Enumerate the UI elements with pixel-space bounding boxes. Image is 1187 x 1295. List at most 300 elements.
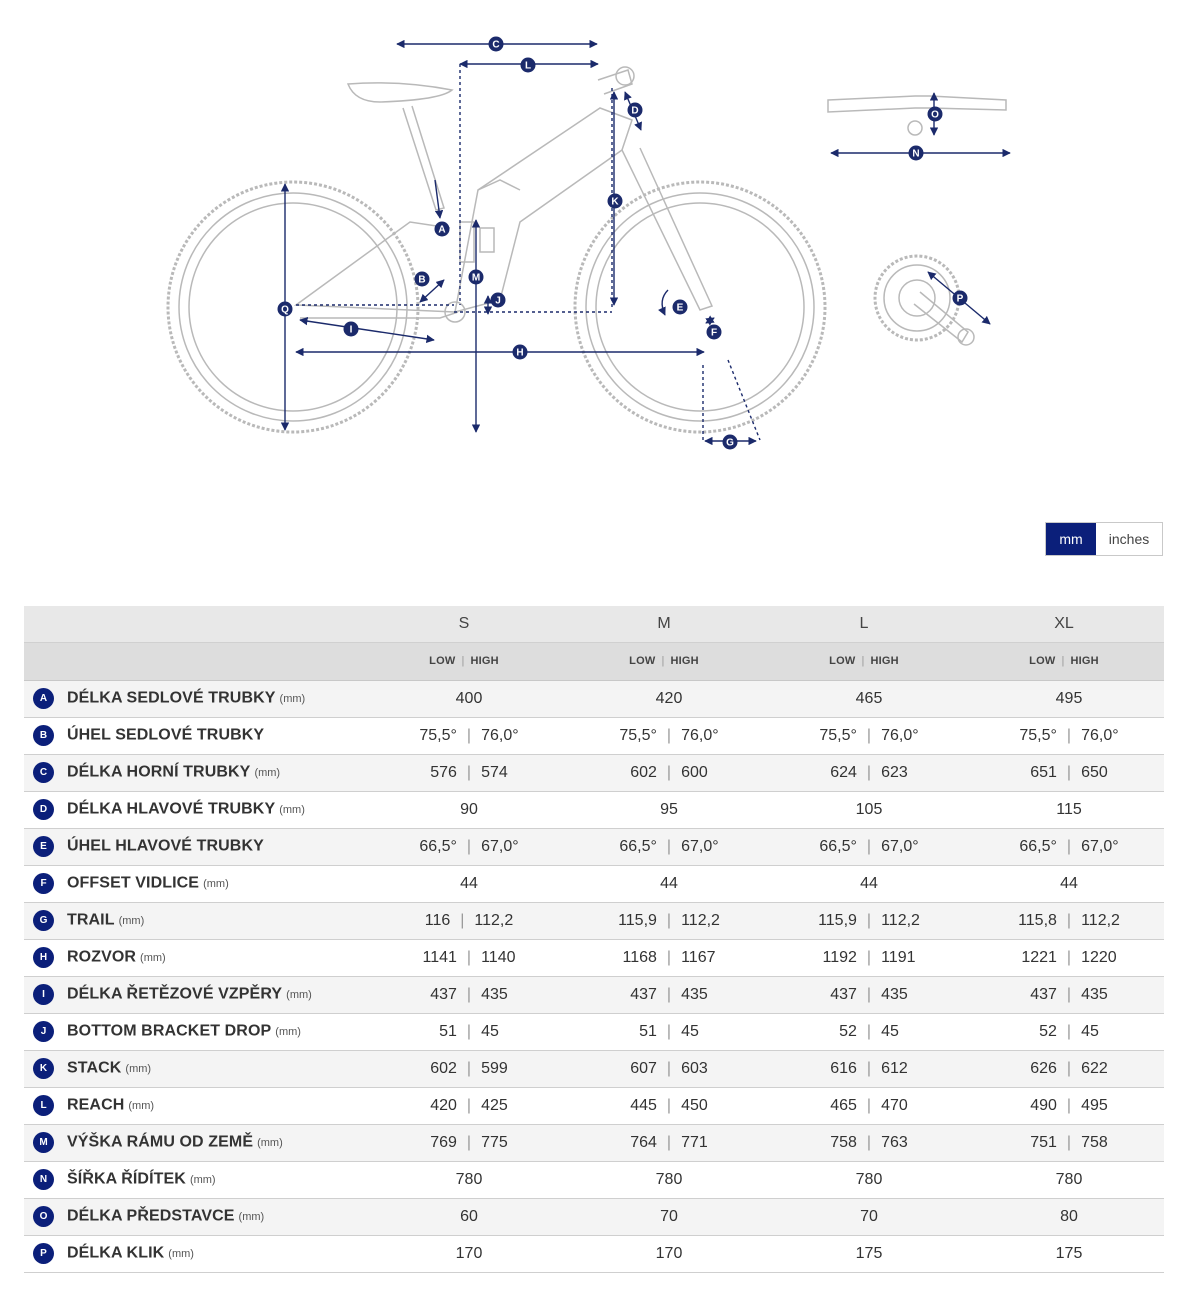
diagram-badge-g — [723, 435, 738, 450]
table-row — [24, 865, 1164, 902]
table-row — [24, 1124, 1164, 1161]
value-cell — [564, 1235, 764, 1272]
row-label — [24, 1235, 364, 1272]
table-row — [24, 902, 1164, 939]
separator: | — [666, 948, 672, 966]
dimension-badge: K — [33, 1058, 54, 1079]
value-cell — [564, 717, 764, 754]
separator: | — [661, 655, 665, 667]
size-header-s: S — [364, 606, 564, 642]
value: 175 — [1055, 1244, 1083, 1262]
value-low: 52 — [1039, 1022, 1057, 1040]
row-label — [24, 1198, 364, 1235]
svg-text:K: K — [611, 196, 619, 208]
value: 70 — [660, 1207, 678, 1225]
separator: | — [861, 655, 865, 667]
value: 420 — [655, 689, 683, 707]
separator: | — [1066, 985, 1072, 1003]
dimension-name: ÚHEL SEDLOVÉ TRUBKY — [67, 726, 265, 744]
table-row — [24, 828, 1164, 865]
dimension-badge: O — [33, 1206, 54, 1227]
dimension-unit: (mm) — [254, 766, 281, 779]
separator: | — [1066, 1022, 1072, 1040]
diagram-badge-a — [435, 222, 450, 237]
value-cell — [364, 680, 564, 717]
value-high: 599 — [481, 1059, 508, 1077]
separator: | — [1066, 763, 1072, 781]
dimension-name: REACH — [67, 1096, 125, 1114]
value-cell — [964, 1087, 1164, 1124]
high-label: HIGH — [670, 655, 699, 667]
dimension-unit: (mm) — [128, 1099, 155, 1112]
value-cell — [364, 1235, 564, 1272]
value-cell — [564, 754, 764, 791]
value: 465 — [855, 689, 883, 707]
table-row — [24, 754, 1164, 791]
value-cell — [764, 902, 964, 939]
separator: | — [466, 1059, 472, 1077]
separator: | — [666, 1022, 672, 1040]
value-high: 425 — [481, 1096, 508, 1114]
size-header-l: L — [764, 606, 964, 642]
size-header-xl: XL — [964, 606, 1164, 642]
value-low: 576 — [430, 763, 457, 781]
diagram-badge-d — [628, 103, 643, 118]
row-label — [24, 680, 364, 717]
value: 70 — [860, 1207, 878, 1225]
dimension-unit: (mm) — [279, 692, 306, 705]
value-low: 66,5° — [819, 837, 857, 855]
value-low: 52 — [839, 1022, 857, 1040]
dimension-name: DÉLKA PŘEDSTAVCE — [67, 1207, 235, 1225]
dimension-name: ŠÍŘKA ŘÍDÍTEK — [67, 1170, 186, 1188]
dimension-badge: L — [33, 1095, 54, 1116]
value-high: 650 — [1081, 763, 1108, 781]
value: 115 — [1056, 800, 1082, 818]
bike-geometry-diagram — [0, 0, 1187, 500]
size-header-m: M — [564, 606, 764, 642]
row-label — [24, 754, 364, 791]
dimension-name: BOTTOM BRACKET DROP — [67, 1022, 272, 1040]
dimension-badge: G — [33, 910, 54, 931]
dimension-badge: M — [33, 1132, 54, 1153]
value: 80 — [1060, 1207, 1078, 1225]
value-cell — [764, 828, 964, 865]
separator: | — [1066, 948, 1072, 966]
value-cell — [764, 1050, 964, 1087]
value-cell — [564, 680, 764, 717]
value-cell — [964, 902, 1164, 939]
value-cell — [764, 1124, 964, 1161]
value-cell — [964, 939, 1164, 976]
dimension-name: DÉLKA KLIK — [67, 1244, 165, 1262]
row-label — [24, 1124, 364, 1161]
value: 90 — [460, 800, 478, 818]
value-low: 1141 — [422, 948, 457, 966]
value-low: 66,5° — [619, 837, 657, 855]
value-cell — [364, 1050, 564, 1087]
dimension-unit: (mm) — [238, 1210, 265, 1223]
diagram-badge-c — [489, 37, 504, 52]
value-cell — [764, 754, 964, 791]
dimension-unit: (mm) — [168, 1247, 194, 1260]
dimension-badge: N — [33, 1169, 54, 1190]
svg-text:P: P — [956, 293, 964, 305]
separator: | — [866, 1133, 872, 1151]
table-row — [24, 939, 1164, 976]
value: 60 — [460, 1207, 478, 1225]
row-label — [24, 1161, 364, 1198]
value-cell — [964, 1198, 1164, 1235]
value-high: 45 — [481, 1022, 499, 1040]
value-cell — [964, 828, 1164, 865]
value-high: 435 — [1081, 985, 1108, 1003]
value-high: 435 — [481, 985, 508, 1003]
low-label: LOW — [629, 655, 656, 667]
value-low: 115,8 — [1018, 911, 1057, 929]
flip-chip-header-row — [24, 642, 1164, 680]
table-row — [24, 717, 1164, 754]
value-cell — [564, 1050, 764, 1087]
value-cell — [764, 1013, 964, 1050]
table-row — [24, 1161, 1164, 1198]
value-low: 1221 — [1021, 948, 1057, 966]
value-cell — [964, 791, 1164, 828]
value-high: 45 — [1081, 1022, 1099, 1040]
low-label: LOW — [1029, 655, 1056, 667]
value: 780 — [655, 1170, 683, 1188]
separator: | — [1061, 655, 1065, 667]
svg-text:F: F — [710, 327, 718, 339]
table-row — [24, 976, 1164, 1013]
value-high: 435 — [681, 985, 708, 1003]
dimension-name: ROZVOR — [67, 948, 137, 966]
value-cell — [964, 976, 1164, 1013]
value-low: 758 — [830, 1133, 857, 1151]
value-high: 112,2 — [681, 911, 720, 929]
value-low: 651 — [1030, 763, 1057, 781]
separator: | — [666, 726, 672, 744]
value-high: 76,0° — [481, 726, 519, 744]
diagram-badge-m — [469, 270, 484, 285]
value-cell — [964, 1235, 1164, 1272]
value: 780 — [855, 1170, 883, 1188]
value-cell — [564, 902, 764, 939]
dimension-unit: (mm) — [189, 1173, 216, 1186]
value-cell — [964, 865, 1164, 902]
value-cell — [364, 902, 564, 939]
dimension-name: DÉLKA ŘETĚZOVÉ VZPĚRY — [67, 985, 283, 1003]
value-high: 112,2 — [1081, 911, 1120, 929]
value-low: 602 — [430, 1059, 457, 1077]
value-high: 112,2 — [881, 911, 920, 929]
flip-chip-header-s — [364, 642, 564, 680]
separator: | — [666, 1059, 672, 1077]
value-low: 437 — [830, 985, 857, 1003]
diagram-badge-o — [928, 107, 943, 122]
separator: | — [466, 763, 472, 781]
diagram-badge-i — [344, 322, 359, 337]
row-label — [24, 976, 364, 1013]
value-low: 75,5° — [419, 726, 457, 744]
value-low: 75,5° — [819, 726, 857, 744]
value-low: 51 — [439, 1022, 457, 1040]
table-row — [24, 1013, 1164, 1050]
separator: | — [866, 763, 872, 781]
table-row — [24, 1050, 1164, 1087]
separator: | — [1066, 1096, 1072, 1114]
dimension-badge: F — [33, 873, 54, 894]
separator: | — [866, 726, 872, 744]
separator: | — [666, 911, 672, 929]
value-cell — [964, 1124, 1164, 1161]
value: 44 — [1060, 874, 1078, 892]
high-label: HIGH — [470, 655, 499, 667]
value-low: 1192 — [822, 948, 857, 966]
dimension-unit: (mm) — [125, 1062, 152, 1075]
value-low: 437 — [1030, 985, 1057, 1003]
table-row — [24, 1235, 1164, 1272]
value-low: 624 — [830, 763, 857, 781]
separator: | — [866, 985, 872, 1003]
mm-unit-button[interactable]: mm — [1046, 523, 1096, 555]
separator: | — [466, 726, 472, 744]
value-high: 112,2 — [474, 911, 514, 929]
separator: | — [866, 1096, 872, 1114]
value-cell — [364, 865, 564, 902]
value-high: 76,0° — [881, 726, 919, 744]
unit-toggle — [1045, 522, 1163, 556]
svg-text:G: G — [726, 437, 734, 449]
value-low: 115,9 — [618, 911, 657, 929]
diagram-badge-n — [909, 146, 924, 161]
value-cell — [764, 939, 964, 976]
diagram-badge-p — [953, 291, 968, 306]
value-cell — [764, 1235, 964, 1272]
value-low: 437 — [430, 985, 457, 1003]
separator: | — [666, 985, 672, 1003]
diagram-badge-b — [415, 272, 430, 287]
value: 780 — [455, 1170, 483, 1188]
row-label — [24, 717, 364, 754]
dimension-unit: (mm) — [286, 988, 312, 1001]
value-high: 45 — [881, 1022, 899, 1040]
flip-chip-header-empty — [24, 642, 364, 680]
value-cell — [564, 1124, 764, 1161]
dimension-name: DÉLKA HLAVOVÉ TRUBKY — [67, 800, 276, 818]
value-high: 603 — [681, 1059, 708, 1077]
row-label — [24, 1087, 364, 1124]
value-high: 67,0° — [881, 837, 919, 855]
value-low: 75,5° — [619, 726, 657, 744]
value-cell — [564, 939, 764, 976]
value-high: 45 — [681, 1022, 699, 1040]
separator: | — [1066, 911, 1072, 929]
value-low: 116 — [424, 911, 451, 929]
row-label — [24, 1013, 364, 1050]
svg-text:B: B — [418, 274, 426, 286]
value-low: 490 — [1030, 1096, 1057, 1114]
value-cell — [964, 1161, 1164, 1198]
dimension-badge: E — [33, 836, 54, 857]
value: 495 — [1055, 689, 1083, 707]
value-high: 1191 — [881, 948, 916, 966]
value: 170 — [655, 1244, 683, 1262]
separator: | — [1066, 837, 1072, 855]
value-cell — [764, 1161, 964, 1198]
svg-text:L: L — [524, 60, 532, 72]
dimension-name: ÚHEL HLAVOVÉ TRUBKY — [67, 837, 264, 855]
dimension-name: TRAIL — [67, 911, 115, 929]
dimension-badge: J — [33, 1021, 54, 1042]
value: 400 — [455, 689, 483, 707]
flip-chip-header-xl — [964, 642, 1164, 680]
value-high: 600 — [681, 763, 708, 781]
separator: | — [1066, 726, 1072, 744]
value-cell — [764, 976, 964, 1013]
separator: | — [461, 655, 465, 667]
high-label: HIGH — [870, 655, 899, 667]
value: 170 — [455, 1244, 483, 1262]
svg-text:C: C — [492, 39, 500, 51]
separator: | — [666, 837, 672, 855]
value-cell — [764, 1198, 964, 1235]
value-high: 775 — [481, 1133, 508, 1151]
dimension-name: OFFSET VIDLICE — [67, 874, 200, 892]
value-cell — [564, 865, 764, 902]
separator: | — [666, 763, 672, 781]
value-high: 67,0° — [681, 837, 719, 855]
value-cell — [364, 1013, 564, 1050]
bike-frame-drawing — [168, 67, 1006, 432]
value-high: 1167 — [681, 948, 716, 966]
diagram-badge-l — [521, 58, 536, 73]
diagram-badge-k — [608, 194, 623, 209]
dimension-badge: B — [33, 725, 54, 746]
value-low: 445 — [630, 1096, 657, 1114]
value-low: 1168 — [622, 948, 657, 966]
value-low: 66,5° — [419, 837, 457, 855]
value-high: 612 — [881, 1059, 908, 1077]
value-cell — [364, 1161, 564, 1198]
dimension-badge: P — [33, 1243, 54, 1264]
value-cell — [764, 791, 964, 828]
value-low: 626 — [1030, 1059, 1057, 1077]
value-cell — [564, 1161, 764, 1198]
value-low: 616 — [830, 1059, 857, 1077]
value-low: 465 — [830, 1096, 857, 1114]
row-label — [24, 902, 364, 939]
value: 44 — [460, 874, 478, 892]
value-high: 67,0° — [481, 837, 519, 855]
value-cell — [764, 865, 964, 902]
svg-text:I: I — [349, 324, 353, 336]
value: 95 — [660, 800, 678, 818]
inches-unit-button[interactable]: inches — [1096, 523, 1162, 555]
value-cell — [364, 754, 564, 791]
dimension-unit: (mm) — [279, 803, 305, 816]
value-cell — [764, 717, 964, 754]
value-cell — [564, 1198, 764, 1235]
separator: | — [666, 1133, 672, 1151]
separator: | — [466, 948, 472, 966]
separator: | — [866, 1022, 872, 1040]
value-cell — [564, 1087, 764, 1124]
flip-chip-header-m — [564, 642, 764, 680]
value-low: 769 — [430, 1133, 457, 1151]
dimension-name: STACK — [67, 1059, 122, 1077]
value: 175 — [855, 1244, 883, 1262]
table-row — [24, 1087, 1164, 1124]
row-label — [24, 1050, 364, 1087]
value-cell — [364, 717, 564, 754]
row-label — [24, 865, 364, 902]
row-label — [24, 791, 364, 828]
diagram-badge-j — [491, 293, 506, 308]
svg-text:D: D — [631, 105, 639, 117]
svg-text:E: E — [676, 302, 684, 314]
table-row — [24, 791, 1164, 828]
separator: | — [466, 985, 472, 1003]
dimension-name: VÝŠKA RÁMU OD ZEMĚ — [67, 1133, 254, 1151]
value-cell — [964, 717, 1164, 754]
value: 780 — [1055, 1170, 1083, 1188]
svg-text:Q: Q — [281, 304, 289, 316]
value-high: 435 — [881, 985, 908, 1003]
value: 44 — [660, 874, 678, 892]
value-high: 622 — [1081, 1059, 1108, 1077]
value-cell — [364, 1124, 564, 1161]
diagram-badge-h — [513, 345, 528, 360]
separator: | — [1066, 1059, 1072, 1077]
value-low: 75,5° — [1019, 726, 1057, 744]
separator: | — [866, 1059, 872, 1077]
dimension-badge: I — [33, 984, 54, 1005]
value-high: 623 — [881, 763, 908, 781]
value-cell — [564, 791, 764, 828]
value-low: 751 — [1030, 1133, 1057, 1151]
value-cell — [364, 976, 564, 1013]
separator: | — [666, 1096, 672, 1114]
geometry-table — [24, 606, 1164, 1273]
value-low: 115,9 — [818, 911, 857, 929]
value-high: 76,0° — [1081, 726, 1119, 744]
svg-text:N: N — [912, 148, 920, 160]
dimension-unit: (mm) — [203, 877, 229, 890]
value-low: 66,5° — [1019, 837, 1057, 855]
table-row — [24, 1198, 1164, 1235]
dimension-badge: H — [33, 947, 54, 968]
dimension-unit: (mm) — [140, 951, 166, 964]
separator: | — [866, 948, 872, 966]
dimension-badge: C — [33, 762, 54, 783]
value-cell — [364, 939, 564, 976]
value-low: 764 — [630, 1133, 657, 1151]
value-high: 1140 — [481, 948, 516, 966]
value-cell — [564, 976, 764, 1013]
value-high: 771 — [681, 1133, 708, 1151]
flip-chip-header-l — [764, 642, 964, 680]
separator: | — [866, 911, 872, 929]
row-label — [24, 828, 364, 865]
dimension-unit: (mm) — [257, 1136, 283, 1149]
table-row — [24, 680, 1164, 717]
value-cell — [964, 1013, 1164, 1050]
value-high: 470 — [881, 1096, 908, 1114]
dimension-badge: A — [33, 688, 54, 709]
value-cell — [364, 1087, 564, 1124]
value-cell — [764, 1087, 964, 1124]
